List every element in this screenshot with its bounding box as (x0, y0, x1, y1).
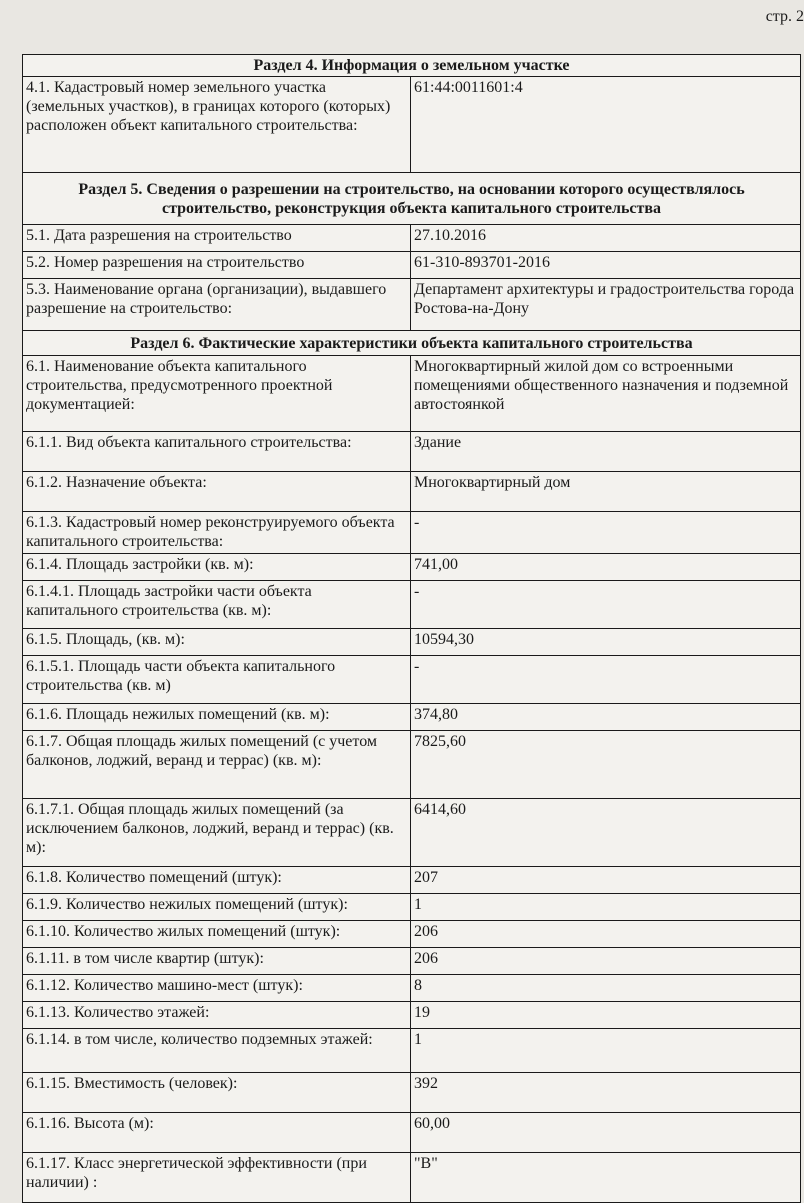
row-value: Здание (411, 432, 801, 472)
row-label: 6.1.8. Количество помещений (штук): (23, 867, 411, 894)
table-row (23, 948, 801, 975)
row-value: 1 (411, 894, 801, 921)
section-header: Раздел 6. Фактические характеристики объекта капитального строительства (23, 331, 801, 356)
row-value: 6414,60 (411, 799, 801, 867)
row-label: 6.1.7. Общая площадь жилых помещений (с учетом балконов, лоджий, веранд и террас) (кв. м): (23, 731, 411, 799)
row-label: 5.1. Дата разрешения на строительство (23, 225, 411, 252)
row-value: 7825,60 (411, 731, 801, 799)
row-label: 6.1.11. в том числе квартир (штук): (23, 948, 411, 975)
row-value: Департамент архитектуры и градостроительства города Ростова-на-Дону (411, 279, 801, 331)
row-label: 5.3. Наименование органа (организации), выдавшего разрешение на строительство: (23, 279, 411, 331)
row-value: 61:44:0011601:4 (411, 77, 801, 173)
row-value: 206 (411, 921, 801, 948)
table-row (23, 867, 801, 894)
row-label: 6.1.10. Количество жилых помещений (штук): (23, 921, 411, 948)
table-row (23, 581, 801, 629)
row-label: 6.1.12. Количество машино-мест (штук): (23, 975, 411, 1002)
page-number: стр. 2 (765, 8, 804, 25)
section-header: Раздел 4. Информация о земельном участке (23, 55, 801, 77)
row-label: 6.1.6. Площадь нежилых помещений (кв. м): (23, 704, 411, 731)
row-value: - (411, 512, 801, 554)
table-row (23, 512, 801, 554)
row-value: 60,00 (411, 1113, 801, 1153)
row-label: 6.1.5. Площадь, (кв. м): (23, 629, 411, 656)
table-row (23, 731, 801, 799)
table-row (23, 921, 801, 948)
row-value: Многоквартирный жилой дом со встроенными помещениями общественного назначения и подземной автостоянкой (411, 356, 801, 432)
row-label: 6.1.3. Кадастровый номер реконструируемого объекта капитального строительства: (23, 512, 411, 554)
row-label: 6.1.13. Количество этажей: (23, 1002, 411, 1029)
table-row (23, 1073, 801, 1113)
row-label: 6.1. Наименование объекта капитального строительства, предусмотренного проектной документацией: (23, 356, 411, 432)
row-value: "B" (411, 1153, 801, 1203)
row-value: 27.10.2016 (411, 225, 801, 252)
row-value: 741,00 (411, 554, 801, 581)
section-header: Раздел 5. Сведения о разрешении на строительство, на основании которого осуществлялось строительство, реконструкция объекта капитального строительства (23, 173, 801, 225)
row-label: 6.1.7.1. Общая площадь жилых помещений (за исключением балконов, лоджий, веранд и террас) (кв. м): (23, 799, 411, 867)
row-value: 1 (411, 1029, 801, 1073)
table-row (23, 279, 801, 331)
row-value: 19 (411, 1002, 801, 1029)
row-value: 392 (411, 1073, 801, 1113)
row-value: Многоквартирный дом (411, 472, 801, 512)
row-value: 374,80 (411, 704, 801, 731)
row-label: 5.2. Номер разрешения на строительство (23, 252, 411, 279)
row-label: 6.1.17. Класс энергетической эффективности (при наличии) : (23, 1153, 411, 1203)
row-label: 4.1. Кадастровый номер земельного участка (земельных участков), в границах которого (которых) расположен объект капитального строительства: (23, 77, 411, 173)
row-value: 8 (411, 975, 801, 1002)
row-value: - (411, 656, 801, 704)
table-row (23, 704, 801, 731)
row-label: 6.1.14. в том числе, количество подземных этажей: (23, 1029, 411, 1073)
row-label: 6.1.15. Вместимость (человек): (23, 1073, 411, 1113)
table-row (23, 799, 801, 867)
table-row (23, 894, 801, 921)
row-label: 6.1.4.1. Площадь застройки части объекта капитального строительства (кв. м): (23, 581, 411, 629)
table-row (23, 356, 801, 432)
table-row (23, 975, 801, 1002)
table-row (23, 252, 801, 279)
row-label: 6.1.4. Площадь застройки (кв. м): (23, 554, 411, 581)
row-value: 61-310-893701-2016 (411, 252, 801, 279)
table-row (23, 554, 801, 581)
table-row (23, 1113, 801, 1153)
row-label: 6.1.9. Количество нежилых помещений (штук): (23, 894, 411, 921)
info-table (22, 54, 801, 1203)
row-value: - (411, 581, 801, 629)
table-row (23, 1002, 801, 1029)
table-row (23, 77, 801, 173)
table-row (23, 225, 801, 252)
table-row (23, 629, 801, 656)
section-header-row (23, 173, 801, 225)
row-value: 207 (411, 867, 801, 894)
row-label: 6.1.1. Вид объекта капитального строительства: (23, 432, 411, 472)
table-row (23, 656, 801, 704)
row-label: 6.1.5.1. Площадь части объекта капитального строительства (кв. м) (23, 656, 411, 704)
table-row (23, 1029, 801, 1073)
section-header-row (23, 55, 801, 77)
row-label: 6.1.16. Высота (м): (23, 1113, 411, 1153)
table-row (23, 472, 801, 512)
section-header-row (23, 331, 801, 356)
row-value: 206 (411, 948, 801, 975)
table-row (23, 1153, 801, 1203)
table-row (23, 432, 801, 472)
row-label: 6.1.2. Назначение объекта: (23, 472, 411, 512)
row-value: 10594,30 (411, 629, 801, 656)
